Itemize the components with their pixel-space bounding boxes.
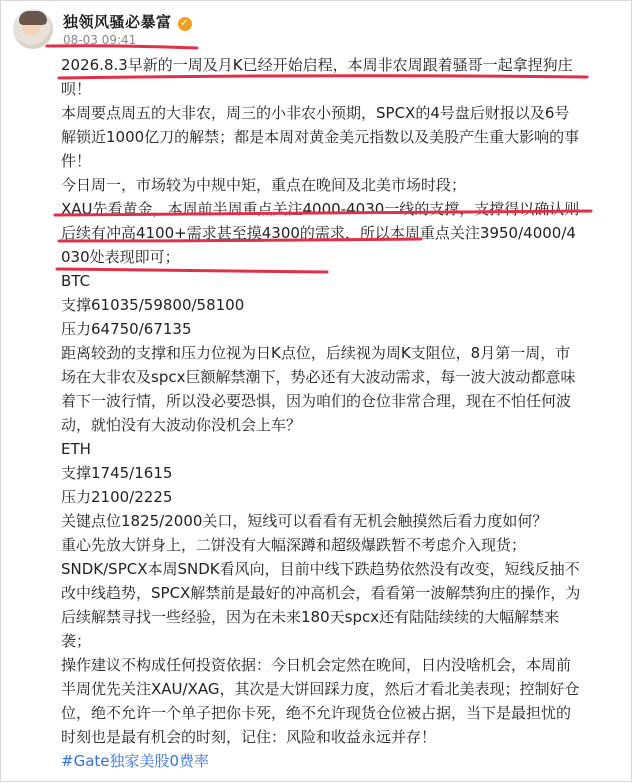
post-paragraph: 本周要点周五的大非农，周三的小非农小预期，SPCX的4号盘后财报以及6号解锁近1000亿刀的解禁；都是本周对黄金美元指数以及美股产生重大影响的事件！ (61, 104, 580, 170)
post-paragraph: 支撑61035/59800/58100 (61, 296, 245, 314)
post-paragraph: 距离较劲的支撑和压力位视为日K点位，后续视为周K支阻位，8月第一周，市场在大非农及spcx巨额解禁潮下，势必还有大波动需求，每一波大波动都意味着下一波行情，所以没必要恐惧，因为咱们的仓位非常合理，现在不怕任何波动，就怕没有大波动你没机会上车？ (61, 344, 576, 434)
post-header (13, 7, 613, 53)
avatar[interactable] (13, 9, 53, 49)
post-content (61, 53, 583, 773)
post-paragraph: 2026.8.3早新的一周及月K已经开始启程，本周非农周跟着骚哥一起拿捏狗庄呗！ (61, 56, 573, 98)
post-paragraph: 操作建议不构成任何投资依据：今日机会定然在晚间，日内没啥机会，本周前半周优先关注XAU/XAG，其次是大饼回踩力度，然后才看北美表现；控制好仓位，绝不允许一个单子把你卡死，绝不允许现货仓位被占据，当下是最担忧的时刻也是最有机会的时刻，记住：风险和收益永远并存！ (61, 656, 580, 746)
post-paragraph: 今日周一，市场较为中规中矩，重点在晚间及北美市场时段； (61, 176, 467, 194)
author-line (63, 11, 192, 32)
author-name[interactable]: 独领风骚必暴富 (63, 13, 172, 31)
post-time: 08-03 09:41 (63, 33, 137, 47)
post-paragraph: ETH (61, 440, 91, 458)
post-paragraph: 重心先放大饼身上，二饼没有大幅深蹲和超级爆跌暂不考虑介入现货； (61, 536, 527, 554)
post-paragraph: 压力64750/67135 (61, 320, 192, 338)
post-paragraph: 关键点位1825/2000关口，短线可以看看有无机会触摸然后看力度如何？ (61, 512, 548, 530)
post-paragraph: 压力2100/2225 (61, 488, 173, 506)
post-paragraph: SNDK/SPCX本周SNDK看风向，目前中线下跌趋势依然没有改变，短线反抽不改中线趋势，SPCX解禁前是最好的冲高机会，看看第一波解禁狗庄的操作，为后续解禁寻找一些经验，因为在未来180天spcx还有陆陆续续的大幅解禁来袭； (61, 560, 581, 650)
verified-icon: ✓ (178, 17, 192, 31)
post-paragraph: BTC (61, 272, 91, 290)
post-paragraph: 支撑1745/1615 (61, 464, 173, 482)
hashtag-link[interactable]: #Gate独家美股0费率 (61, 752, 210, 770)
post-paragraph: XAU先看黄金，本周前半周重点关注4000-4030一线的支撑，支撑得以确认则后续有冲高4100+需求甚至摸4300的需求，所以本周重点关注3950/4000/4030处表现即可； (61, 200, 580, 266)
